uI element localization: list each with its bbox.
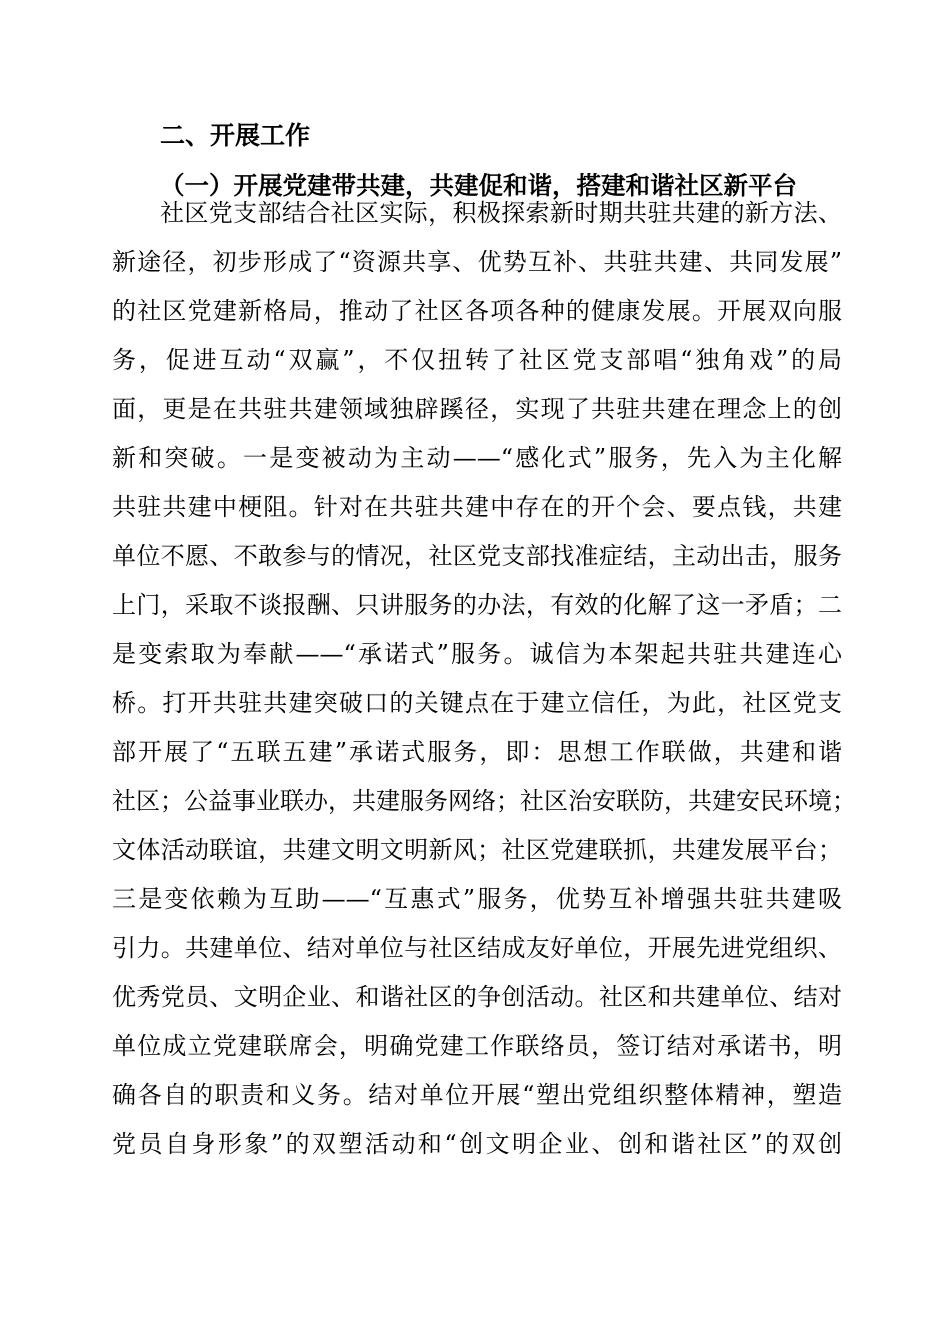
paragraph-line: 三是变依赖为互助——“互惠式”服务，优势互补增强共驻共建吸 — [112, 885, 842, 913]
section-heading: 二、开展工作 — [160, 121, 311, 150]
paragraph-line: 面，更是在共驻共建领域独辟蹊径，实现了共驻共建在理念上的创 — [112, 395, 842, 423]
body-paragraph — [112, 189, 856, 1169]
paragraph-line: 单位不愿、不敢参与的情况，社区党支部找准症结，主动出击，服务 — [112, 542, 842, 570]
paragraph-line: 社区党支部结合社区实际，积极探索新时期共驻共建的新方法、 — [160, 199, 842, 227]
paragraph-line: 社区；公益事业联办，共建服务网络；社区治安联防，共建安民环境； — [112, 787, 856, 815]
paragraph-line: 单位成立党建联席会，明确党建工作联络员，签订结对承诺书，明 — [112, 1032, 842, 1060]
paragraph-line: 部开展了“五联五建”承诺式服务，即：思想工作联做，共建和谐 — [112, 738, 842, 766]
paragraph-line: 新和突破。一是变被动为主动——“感化式”服务，先入为主化解 — [112, 444, 842, 472]
paragraph-line: 文体活动联谊，共建文明文明新风；社区党建联抓，共建发展平台； — [112, 836, 842, 864]
paragraph-line: 的社区党建新格局，推动了社区各项各种的健康发展。开展双向服 — [112, 297, 842, 325]
subsection-heading: （一）开展党建带共建，共建促和谐，搭建和谐社区新平台 — [160, 171, 797, 200]
paragraph-line: 共驻共建中梗阻。针对在共驻共建中存在的开个会、要点钱，共建 — [112, 493, 842, 521]
paragraph-line: 新途径，初步形成了“资源共享、优势互补、共驻共建、共同发展” — [112, 248, 842, 276]
paragraph-line: 务，促进互动“双赢”，不仅扭转了社区党支部唱“独角戏”的局 — [112, 346, 842, 374]
paragraph-line: 桥。打开共驻共建突破口的关键点在于建立信任，为此，社区党支 — [112, 689, 842, 717]
paragraph-line: 引力。共建单位、结对单位与社区结成友好单位，开展先进党组织、 — [112, 934, 842, 962]
paragraph-line: 优秀党员、文明企业、和谐社区的争创活动。社区和共建单位、结对 — [112, 983, 842, 1011]
paragraph-line: 党员自身形象”的双塑活动和“创文明企业、创和谐社区”的双创 — [112, 1130, 842, 1158]
paragraph-line: 是变索取为奉献——“承诺式”服务。诚信为本架起共驻共建连心 — [112, 640, 842, 668]
paragraph-line: 确各自的职责和义务。结对单位开展“塑出党组织整体精神，塑造 — [112, 1081, 842, 1109]
paragraph-line: 上门，采取不谈报酬、只讲服务的办法，有效的化解了这一矛盾；二 — [112, 591, 842, 619]
